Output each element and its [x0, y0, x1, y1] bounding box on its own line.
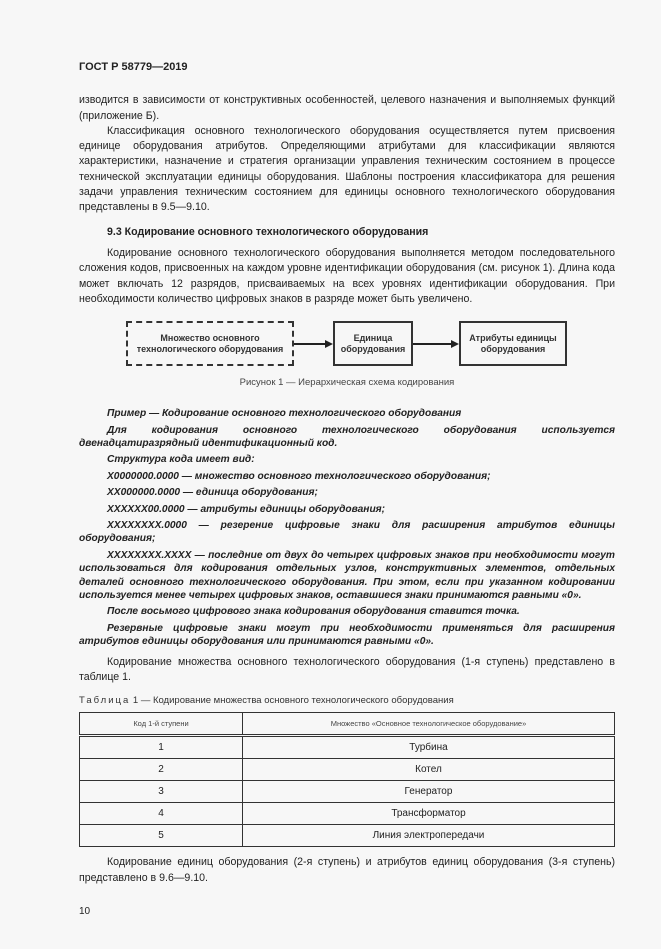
paragraph: Кодирование основного технологического оборудования выполняется методом последовательного сложения кодов, присвоенных на каждом уровне идентификации оборудования (см. рисунок 1). Длина кода может включать 12 разрядов, присваиваемых на всех уровнях идентификации оборудования. При необходимости количество цифровых знаков в разряде может быть увеличено. — [79, 246, 615, 305]
table-intro — [79, 655, 615, 686]
cell-name: Котел — [243, 759, 615, 781]
section-text — [79, 246, 615, 307]
table-caption — [79, 695, 615, 707]
example-line: XXXXXX00.0000 — атрибуты единицы оборудования; — [107, 503, 386, 515]
cell-code: 4 — [80, 803, 243, 825]
arrow-icon — [451, 340, 459, 348]
cell-name: Генератор — [243, 781, 615, 803]
document-header: ГОСТ Р 58779—2019 — [79, 61, 188, 73]
column-header: Код 1-й ступени — [80, 713, 243, 736]
example-line: Для кодирования основного технологического оборудования используется двенадцатиразрядный идентификационный код. — [79, 424, 615, 449]
table-row — [80, 825, 615, 847]
example-line: После восьмого цифрового знака кодирования оборудования ставится точка. — [107, 606, 520, 618]
example-line: XXXXXXXX.XXXX — последние от двух до четырех цифровых знаков при необходимости могут использоваться для кодирования отдельных узлов, конструктивных элементов, отдельных деталей основного технологического оборудования. При этом, если при указанном кодировании используется менее четырех цифровых знаков, оставшиеся знаки принимаются равными «0». — [79, 549, 615, 602]
coding-table — [79, 712, 615, 847]
cell-code: 5 — [80, 825, 243, 847]
table-row — [80, 781, 615, 803]
closing-text — [79, 855, 615, 886]
figure-caption: Рисунок 1 — Иерархическая схема кодирования — [239, 377, 455, 389]
arrow-icon — [325, 340, 333, 348]
hierarchy-diagram — [79, 321, 615, 395]
paragraph: изводится в зависимости от конструктивных особенностей, целевого назначения и выполняемых функций (приложение Б). — [79, 94, 615, 122]
diagram-box-equipment-unit: Единица оборудования — [333, 321, 413, 366]
example-block — [79, 407, 615, 649]
table-caption-label: Таблица — [79, 695, 131, 707]
cell-name: Турбина — [243, 736, 615, 759]
example-line: XX000000.0000 — единица оборудования; — [107, 487, 318, 499]
example-line: Резервные цифровые знаки могут при необходимости применяться для расширения атрибутов единицы оборудования или принимаются равными «0». — [79, 622, 615, 648]
diagram-box-unit-attributes: Атрибуты единицы оборудования — [459, 321, 567, 366]
table-caption-text: 1 — Кодирование множества основного технологического оборудования — [132, 695, 454, 707]
diagram-box-equipment-set: Множество основного технологического оборудования — [126, 321, 294, 366]
paragraph: Кодирование множества основного технологического оборудования (1-я ступень) представлено в таблице 1. — [79, 655, 615, 683]
table-row — [80, 736, 615, 759]
cell-code: 2 — [80, 759, 243, 781]
example-line: X0000000.0000 — множество основного технологического оборудования; — [107, 470, 491, 482]
intro-text — [79, 93, 615, 215]
column-header: Множество «Основное технологическое оборудование» — [243, 713, 615, 736]
paragraph: Кодирование единиц оборудования (2-я ступень) и атрибутов единиц оборудования (3-я ступень) представлено в 9.6—9.10. — [79, 856, 615, 884]
table-container — [79, 712, 615, 847]
table-row — [80, 759, 615, 781]
table-row — [80, 803, 615, 825]
cell-code: 3 — [80, 781, 243, 803]
paragraph: Классификация основного технологического оборудования осуществляется путем присвоения единице оборудования атрибутов. Определяющими атрибутами для классификации являются характеристики, назначение и стратегия организации управления техническим состоянием в процессе технической эксплуатации единицы оборудования. Шаблоны построения классификатора для решения задачи управления техническим состоянием для единицы основного технологического оборудования представлены в 9.5—9.10. — [79, 124, 615, 214]
cell-code: 1 — [80, 736, 243, 759]
example-title: Пример — Кодирование основного технологического оборудования — [107, 408, 462, 420]
page-number: 10 — [79, 905, 91, 917]
example-line: XXXXXXXX.0000 — резерение цифровые знаки для расширения атрибутов единицы оборудования; — [79, 520, 615, 545]
cell-name: Линия электропередачи — [243, 825, 615, 847]
example-line: Структура кода имеет вид: — [107, 454, 255, 466]
section-heading: 9.3 Кодирование основного технологического оборудования — [107, 225, 429, 238]
cell-name: Трансформатор — [243, 803, 615, 825]
